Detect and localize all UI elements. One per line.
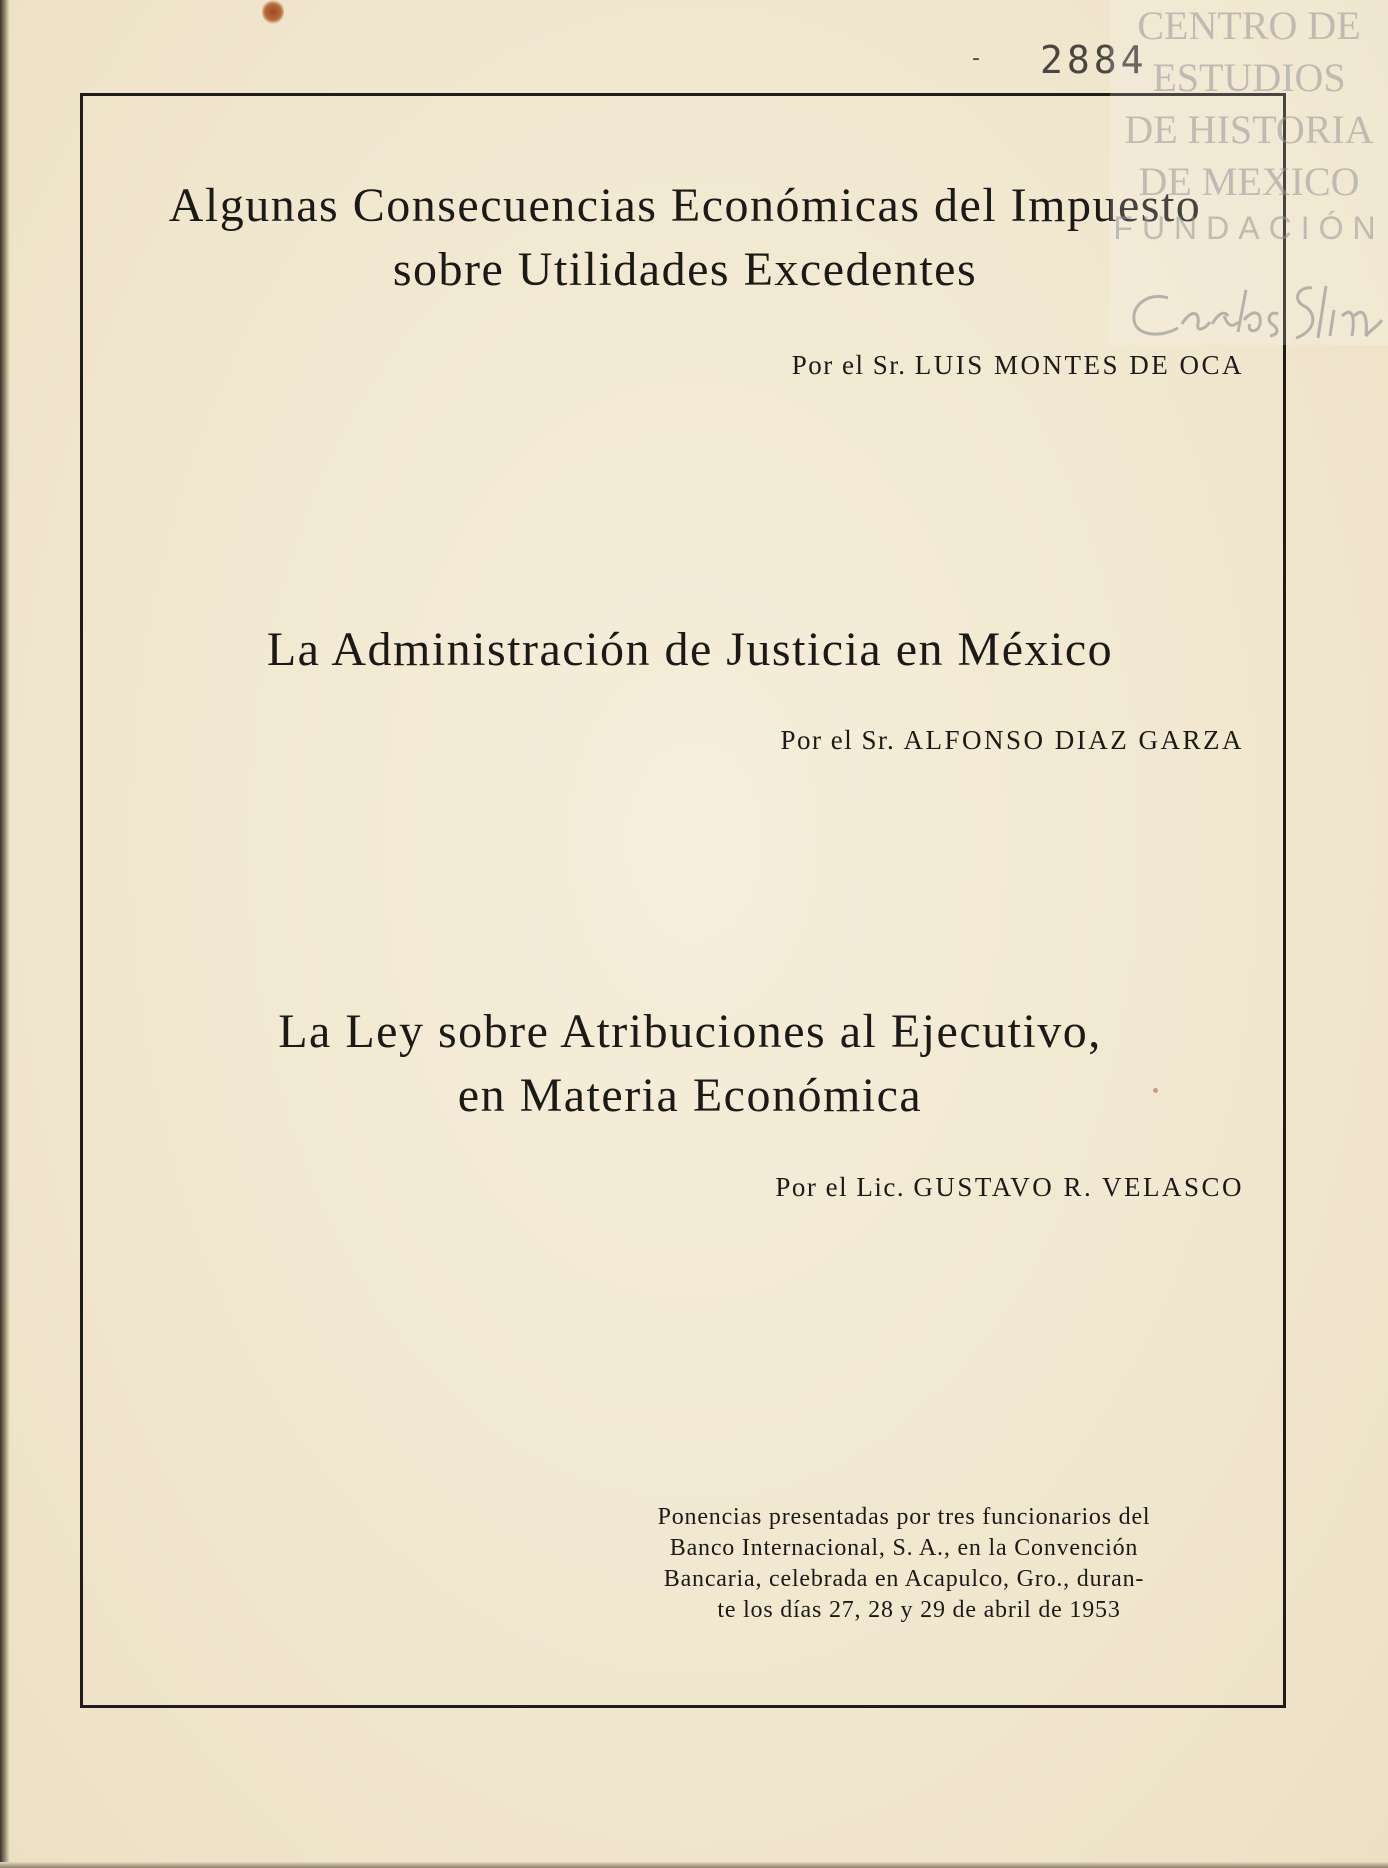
presentation-note bbox=[594, 1502, 1214, 1626]
watermark-line-3: DE HISTORIA bbox=[1124, 107, 1374, 152]
section-3-author-prefix: Por el Lic. bbox=[775, 1172, 906, 1202]
page-bottom-edge bbox=[0, 1862, 1388, 1868]
serial-number: 2884 bbox=[1040, 38, 1148, 82]
section-1-title-line-2: sobre Utilidades Excedentes bbox=[392, 243, 978, 296]
section-1-author-name: LUIS MONTES DE OCA bbox=[914, 350, 1244, 380]
section-2-author bbox=[780, 725, 1244, 756]
section-2-title-line-1: La Administración de Justicia en México bbox=[266, 623, 1114, 676]
serial-dash: - bbox=[972, 46, 980, 71]
watermark-line-2: ESTUDIOS bbox=[1152, 55, 1346, 100]
section-1-author-prefix: Por el Sr. bbox=[791, 350, 907, 380]
note-line-3: Bancaria, celebrada en Acapulco, Gro., duran- bbox=[663, 1566, 1145, 1592]
section-1-title-line-1: Algunas Consecuencias Económicas del Impuesto bbox=[168, 179, 1202, 232]
section-1-title bbox=[120, 174, 1250, 302]
page-left-edge bbox=[0, 0, 10, 1868]
watermark-line-4: DE MEXICO bbox=[1138, 159, 1360, 204]
section-1-author bbox=[792, 350, 1244, 381]
archive-watermark bbox=[1110, 0, 1388, 345]
watermark-line-1: CENTRO DE bbox=[1137, 3, 1361, 48]
section-2-author-prefix: Por el Sr. bbox=[780, 725, 896, 755]
section-2-title bbox=[120, 618, 1260, 682]
section-3-author-name: GUSTAVO R. VELASCO bbox=[913, 1172, 1244, 1202]
section-3-title bbox=[120, 1000, 1260, 1128]
watermark-foundation: FUNDACIÓN bbox=[1113, 210, 1385, 246]
signature-logo-icon bbox=[1120, 280, 1388, 350]
note-line-1: Ponencias presentadas por tres funcionarios del bbox=[657, 1504, 1151, 1530]
section-3-author bbox=[775, 1172, 1244, 1203]
section-2-author-name: ALFONSO DIAZ GARZA bbox=[903, 725, 1244, 755]
section-3-title-line-2: en Materia Económica bbox=[457, 1069, 923, 1122]
note-line-4: te los días 27, 28 y 29 de abril de 1953 bbox=[717, 1597, 1121, 1623]
section-3-title-line-1: La Ley sobre Atribuciones al Ejecutivo, bbox=[278, 1005, 1102, 1058]
page-border-frame bbox=[80, 93, 1286, 1708]
note-line-2: Banco Internacional, S. A., en la Convención bbox=[669, 1535, 1139, 1561]
rust-stain bbox=[262, 0, 284, 24]
